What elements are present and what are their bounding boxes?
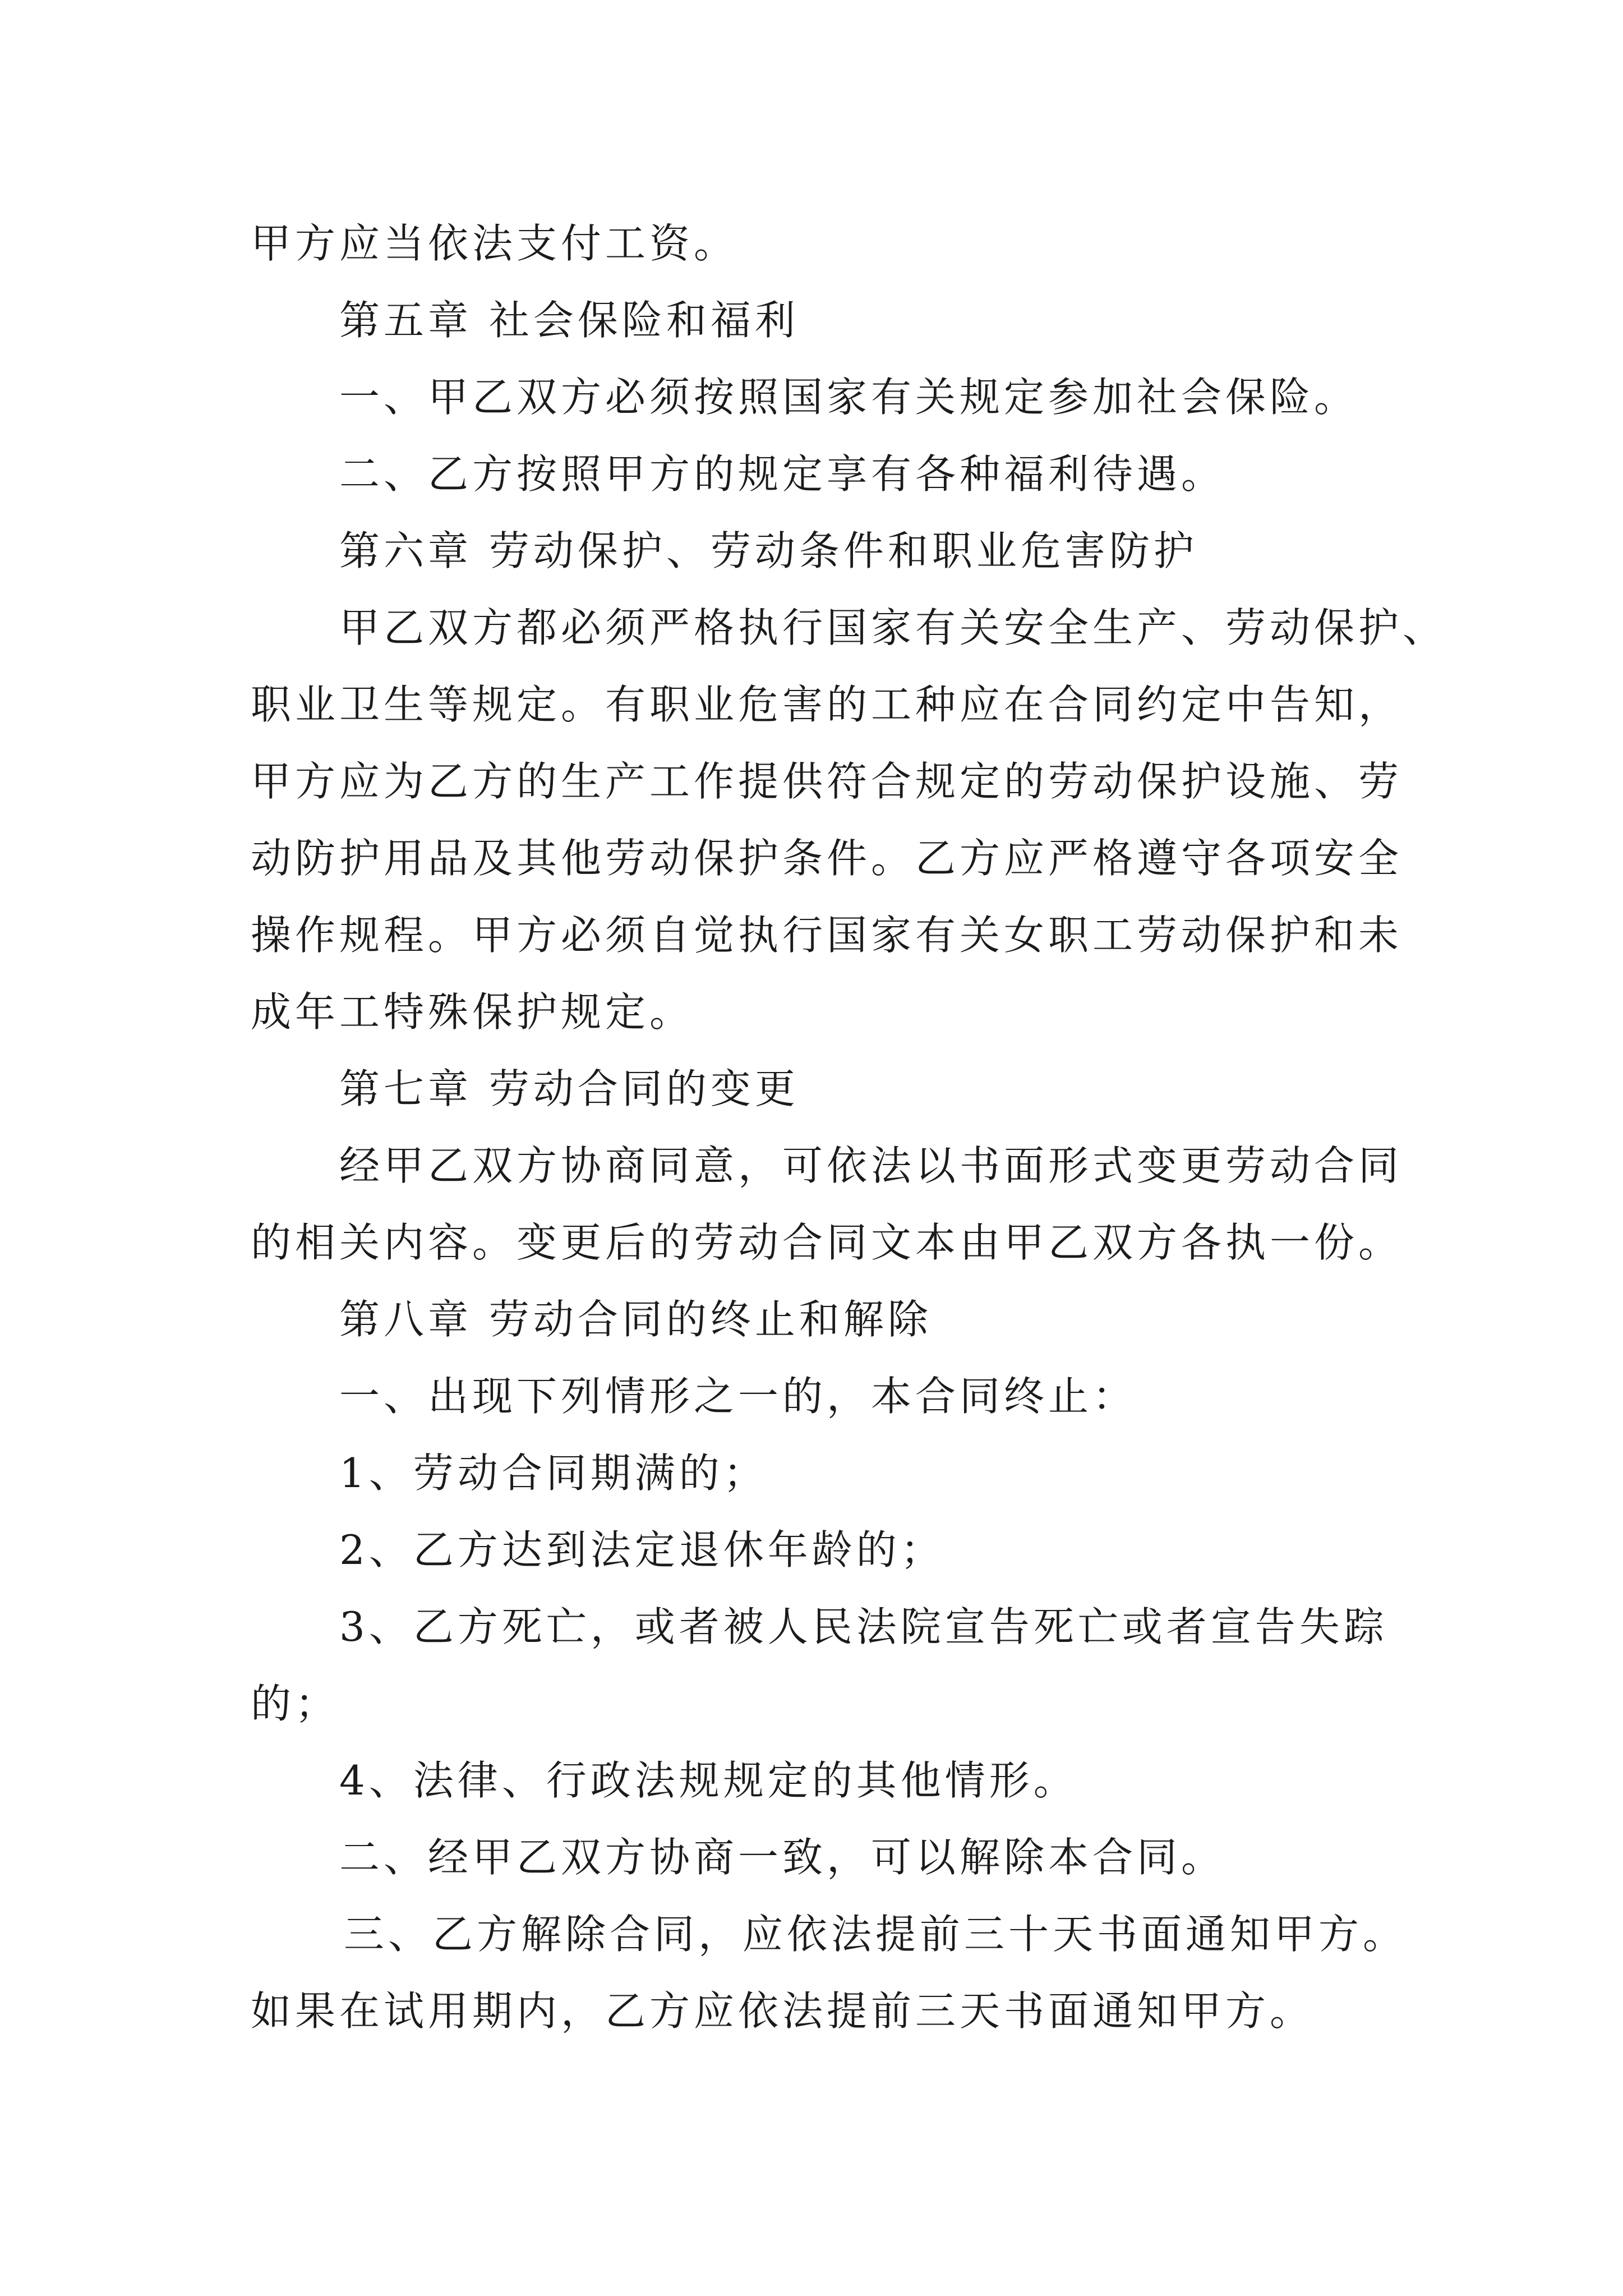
text-line: 职业卫生等规定。有职业危害的工种应在合同约定中告知， [251,681,1403,728]
list-item [251,1742,1417,1819]
text-line: 三、乙方解除合同，应依法提前三十天书面通知甲方。 [344,1911,1408,1958]
text-line: 甲乙双方都必须严格执行国家有关安全生产、劳动保护、 [339,604,1447,651]
text-line: 4、法律、行政法规规定的其他情形。 [339,1757,1078,1804]
text-line: 2、乙方达到法定退休年龄的； [339,1526,945,1573]
clause-paragraph [251,359,1417,436]
text-line: 二、经甲乙双方协商一致，可以解除本合同。 [339,1834,1226,1881]
text-line: 二、乙方按照甲方的规定享有各种福利待遇。 [339,450,1226,498]
clause-paragraph [251,1819,1417,1896]
chapter-heading-text: 第七章 劳动合同的变更 [339,1065,799,1112]
body-paragraph [251,1128,1417,1281]
text-line: 的； [251,1680,340,1727]
list-item [251,1512,1417,1589]
text-line: 成年工特殊保护规定。 [251,988,694,1036]
body-paragraph [251,590,1447,1051]
chapter-heading-text: 第六章 劳动保护、劳动条件和职业危害防护 [339,527,1198,574]
text-line: 动防护用品及其他劳动保护条件。乙方应严格遵守各项安全 [251,835,1403,882]
text-line: 的相关内容。变更后的劳动合同文本由甲乙双方各执一份。 [251,1219,1403,1266]
list-item [251,1589,1417,1742]
clause-paragraph [251,1896,1417,2050]
text-line: 操作规程。甲方必须自觉执行国家有关女职工劳动保护和未 [251,912,1403,959]
clause-paragraph [251,1358,1417,1435]
text-line: 1、劳动合同期满的； [339,1450,768,1497]
chapter-heading-text: 第八章 劳动合同的终止和解除 [339,1296,932,1343]
document-body [251,205,1447,2050]
text-line: 3、乙方死亡，或者被人民法院宣告死亡或者宣告失踪 [339,1603,1388,1650]
chapter-heading [251,513,1417,590]
list-item [251,1435,1417,1512]
text-line: 甲方应为乙方的生产工作提供符合规定的劳动保护设施、劳 [251,758,1403,805]
text-line: 甲方应当依法支付工资。 [251,220,739,267]
text-line: 经甲乙双方协商同意，可依法以书面形式变更劳动合同 [339,1142,1403,1189]
chapter-heading [251,282,1417,359]
text-line: 一、出现下列情形之一的，本合同终止： [339,1373,1137,1420]
clause-paragraph [251,436,1417,513]
text-line: 如果在试用期内，乙方应依法提前三天书面通知甲方。 [251,1987,1315,2035]
continued-paragraph [251,205,1417,282]
chapter-heading [251,1281,1417,1358]
chapter-heading [251,1051,1417,1128]
chapter-heading-text: 第五章 社会保险和福利 [339,297,799,344]
text-line: 一、甲乙双方必须按照国家有关规定参加社会保险。 [339,374,1359,421]
